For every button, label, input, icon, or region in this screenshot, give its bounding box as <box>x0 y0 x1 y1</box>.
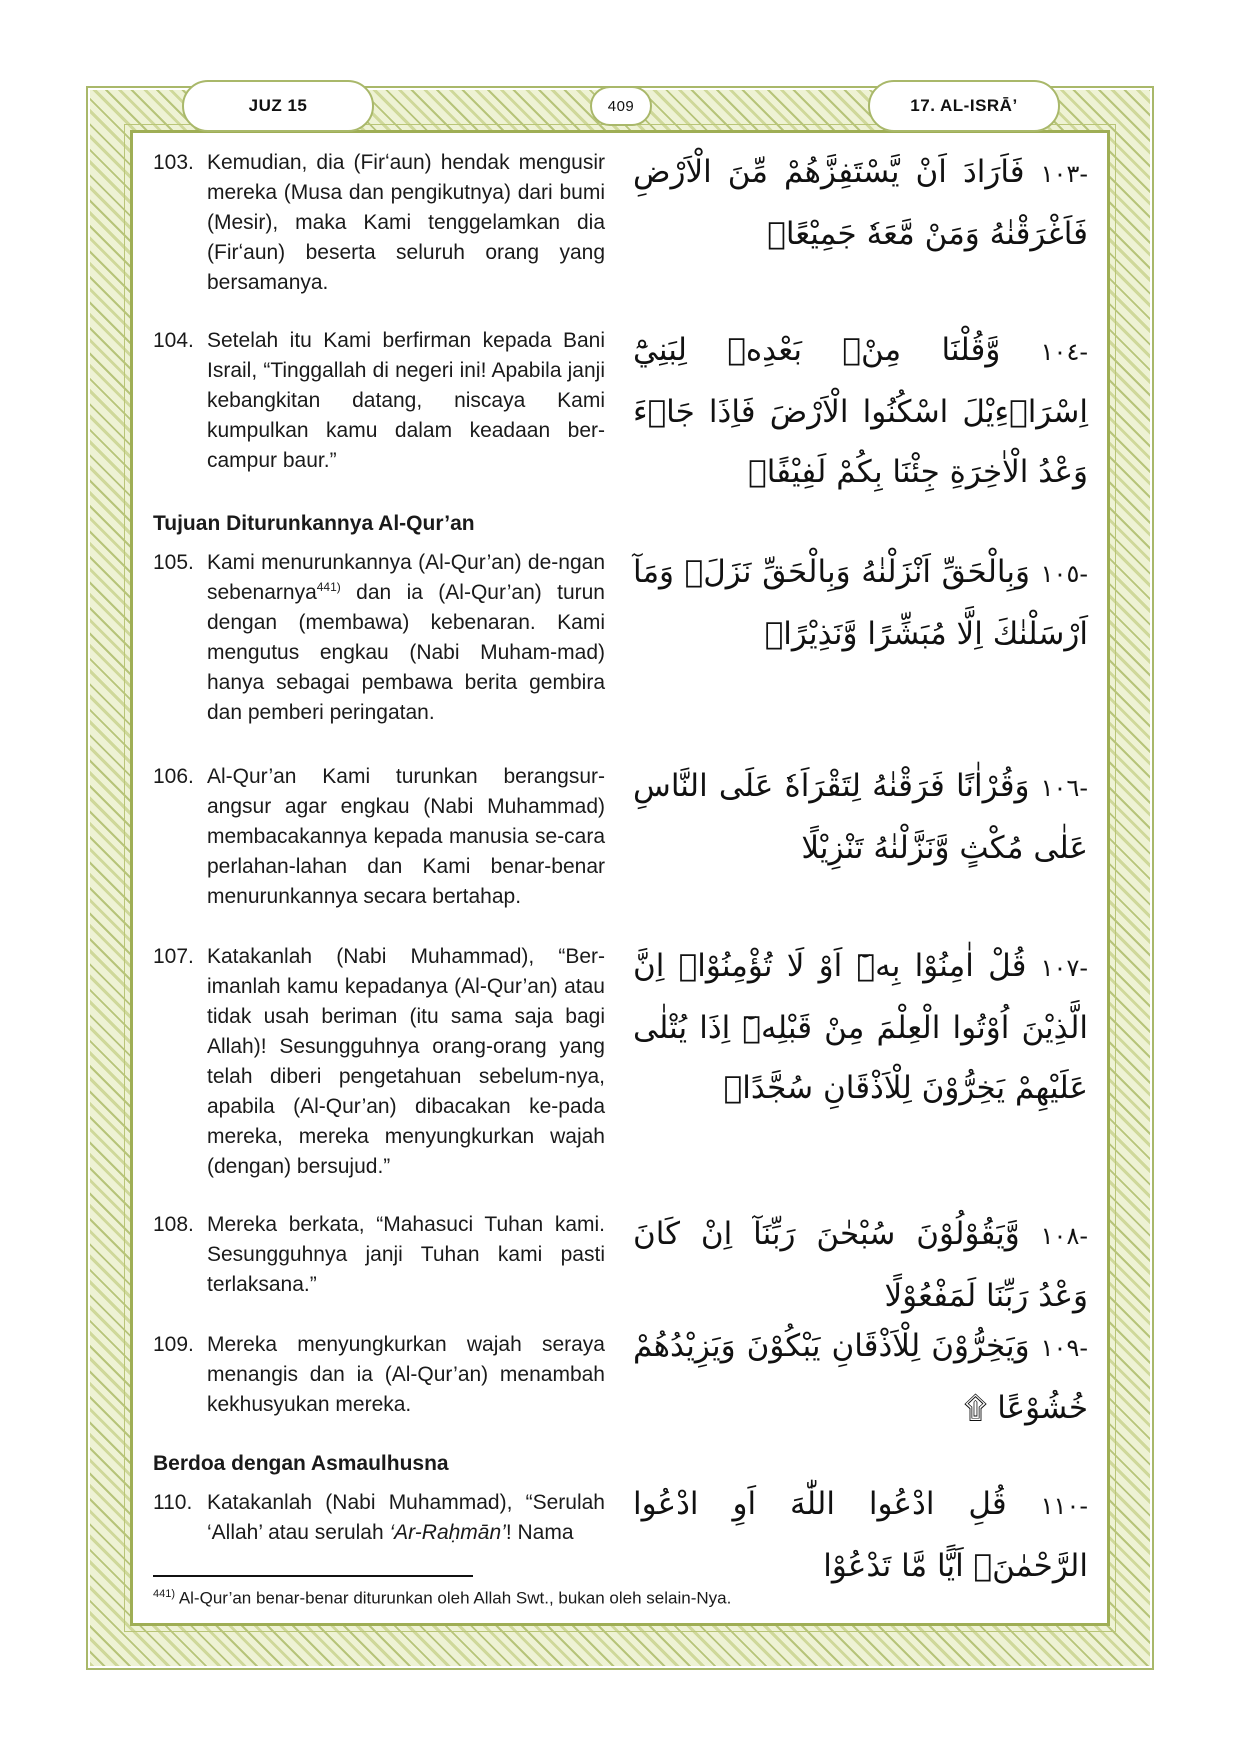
arabic-verse-number: -١٠٦ <box>1040 774 1088 802</box>
arabic-107 <box>633 936 1088 1118</box>
arabic-104 <box>633 320 1088 502</box>
translation-text <box>207 1488 605 1548</box>
arabic-110 <box>633 1474 1088 1596</box>
translation-text-italic: ‘Ar-Raḥmān’ <box>389 1521 506 1544</box>
juz-label: JUZ 15 <box>182 80 374 132</box>
arabic-text: وَقُرْاٰنًا فَرَقْنٰهُ لِتَقْرَاَهٗ عَلَى النَّاسِ عَلٰى مُكْثٍ وَّنَزَّلْنٰهُ تَنْزِيْلًا <box>633 768 1088 866</box>
translation-105 <box>153 548 605 728</box>
translation-text: Kemudian, dia (Firʻaun) hendak mengusir mereka (Musa dan pengikutnya) dari bumi (Mesir), maka Kami tenggelamkan dia (Firʻaun) beserta seluruh orang yang bersamanya. <box>207 151 605 294</box>
footnote <box>153 1582 731 1611</box>
translation-110 <box>153 1488 605 1548</box>
translation-text: Mereka menyungkurkan wajah seraya menangis dan ia (Al-Qur’an) menambah kekhusyukan mereka. <box>207 1333 605 1416</box>
verse-number: 108. <box>153 1213 194 1236</box>
arabic-verse-number: -١١٠ <box>1040 1492 1088 1520</box>
arabic-text: وَّيَقُوْلُوْنَ سُبْحٰنَ رَبِّنَآ اِنْ كَانَ وَعْدُ رَبِّنَا لَمَفْعُوْلًا <box>633 1216 1088 1314</box>
arabic-text: وَيَخِرُّوْنَ لِلْاَذْقَانِ يَبْكُوْنَ وَيَزِيْدُهُمْ خُشُوْعًا ۩ <box>633 1328 1088 1426</box>
section-heading: Tujuan Diturunkannya Al-Qur’an <box>153 512 475 535</box>
translation-text-part: ! Nama <box>505 1521 574 1544</box>
translation-text: Al-Qur’an Kami turunkan berangsur-angsur agar engkau (Nabi Muhammad) membacakannya kepada manusia se-cara perlahan-lahan dan Kami benar-benar menurunkannya secara bertahap. <box>207 765 605 908</box>
translation-text: Setelah itu Kami berfirman kepada Bani Israil, “Tinggallah di negeri ini! Apabila janji kebangkitan datang, niscaya Kami kumpulkan kamu dalam keadaan ber-campur baur.” <box>207 329 605 472</box>
translation-text <box>207 548 605 728</box>
surah-label: 17. AL-ISRĀʼ <box>868 80 1060 132</box>
arabic-verse-number: -١٠٥ <box>1040 560 1088 588</box>
arabic-verse-number: -١٠٧ <box>1040 954 1088 982</box>
arabic-109 <box>633 1316 1088 1438</box>
arabic-verse-number: -١٠٣ <box>1040 160 1088 188</box>
translation-text-part: Kami menurunkannya (Al-Qur’an) de-ngan sebenarnya <box>207 551 605 604</box>
footnote-reference: 441) <box>316 580 341 594</box>
arabic-106 <box>633 756 1088 878</box>
verse-number: 106. <box>153 765 194 788</box>
verse-number: 103. <box>153 151 194 174</box>
arabic-text: قُلْ اٰمِنُوْا بِهٖٓ اَوْ لَا تُؤْمِنُوْاۗ اِنَّ الَّذِيْنَ اُوْتُوا الْعِلْمَ مِنْ قَبْلِهٖٓ اِذَا يُتْلٰى عَلَيْهِمْ يَخِرُّوْنَ لِلْاَذْقَانِ سُجَّدًاۙ <box>633 948 1088 1106</box>
footnote-marker: 441) <box>153 1588 176 1600</box>
arabic-text: وَّقُلْنَا مِنْۢ بَعْدِهٖ لِبَنِيْٓ اِسْرَاۤءِيْلَ اسْكُنُوا الْاَرْضَ فَاِذَا جَاۤءَ وَعْدُ الْاٰخِرَةِ جِئْنَا بِكُمْ لَفِيْفًاۗ <box>633 332 1088 490</box>
translation-106 <box>153 762 605 912</box>
translation-104 <box>153 326 605 476</box>
page-number: 409 <box>590 86 652 126</box>
translation-text-part: dan ia (Al-Qur’an) turun dengan (membawa) kebenaran. Kami mengutus engkau (Nabi Muham-mad) hanya sebagai pembawa berita gembira dan pemberi peringatan. <box>207 581 605 724</box>
arabic-verse-number: -١٠٤ <box>1040 338 1088 366</box>
arabic-108 <box>633 1204 1088 1326</box>
arabic-text: فَاَرَادَ اَنْ يَّسْتَفِزَّهُمْ مِّنَ الْاَرْضِ فَاَغْرَقْنٰهُ وَمَنْ مَّعَهٗ جَمِيْعًاۙ <box>633 154 1088 252</box>
arabic-103 <box>633 142 1088 264</box>
translation-text-part: Katakanlah (Nabi Muhammad), “Serulah ‘Allah’ atau serulah <box>207 1491 605 1544</box>
footnote-divider <box>153 1575 473 1577</box>
verse-number: 104. <box>153 329 194 352</box>
section-heading: Berdoa dengan Asmaulhusna <box>153 1452 449 1475</box>
verse-number: 109. <box>153 1333 194 1356</box>
translation-103 <box>153 148 605 298</box>
arabic-text: قُلِ ادْعُوا اللّٰهَ اَوِ ادْعُوا الرَّحْمٰنَۗ اَيًّا مَّا تَدْعُوْا <box>633 1486 1088 1584</box>
arabic-text: وَبِالْحَقِّ اَنْزَلْنٰهُ وَبِالْحَقِّ نَزَلَۗ وَمَآ اَرْسَلْنٰكَ اِلَّا مُبَشِّرًا وَّنَذِيْرًاۘ <box>633 554 1088 652</box>
verse-number: 110. <box>153 1491 193 1514</box>
translation-text: Katakanlah (Nabi Muhammad), “Ber-imanlah kamu kepadanya (Al-Qur’an) atau tidak usah beriman (itu sama saja bagi Allah)! Sesungguhnya orang-orang yang telah diberi pengetahuan sebelum-nya, apabila (Al-Qur’an) dibacakan ke-pada mereka, mereka menyungkurkan wajah (dengan) bersujud.” <box>207 945 605 1178</box>
arabic-verse-number: -١٠٩ <box>1040 1334 1088 1362</box>
translation-109 <box>153 1330 605 1420</box>
footnote-text: Al-Qur’an benar-benar diturunkan oleh Allah Swt., bukan oleh selain-Nya. <box>175 1588 732 1608</box>
arabic-verse-number: -١٠٨ <box>1040 1222 1088 1250</box>
verse-number: 107. <box>153 945 194 968</box>
verse-number: 105. <box>153 551 194 574</box>
arabic-105 <box>633 542 1088 664</box>
translation-108 <box>153 1210 605 1300</box>
translation-107 <box>153 942 605 1182</box>
translation-text: Mereka berkata, “Mahasuci Tuhan kami. Sesungguhnya janji Tuhan kami pasti terlaksana.” <box>207 1213 605 1296</box>
